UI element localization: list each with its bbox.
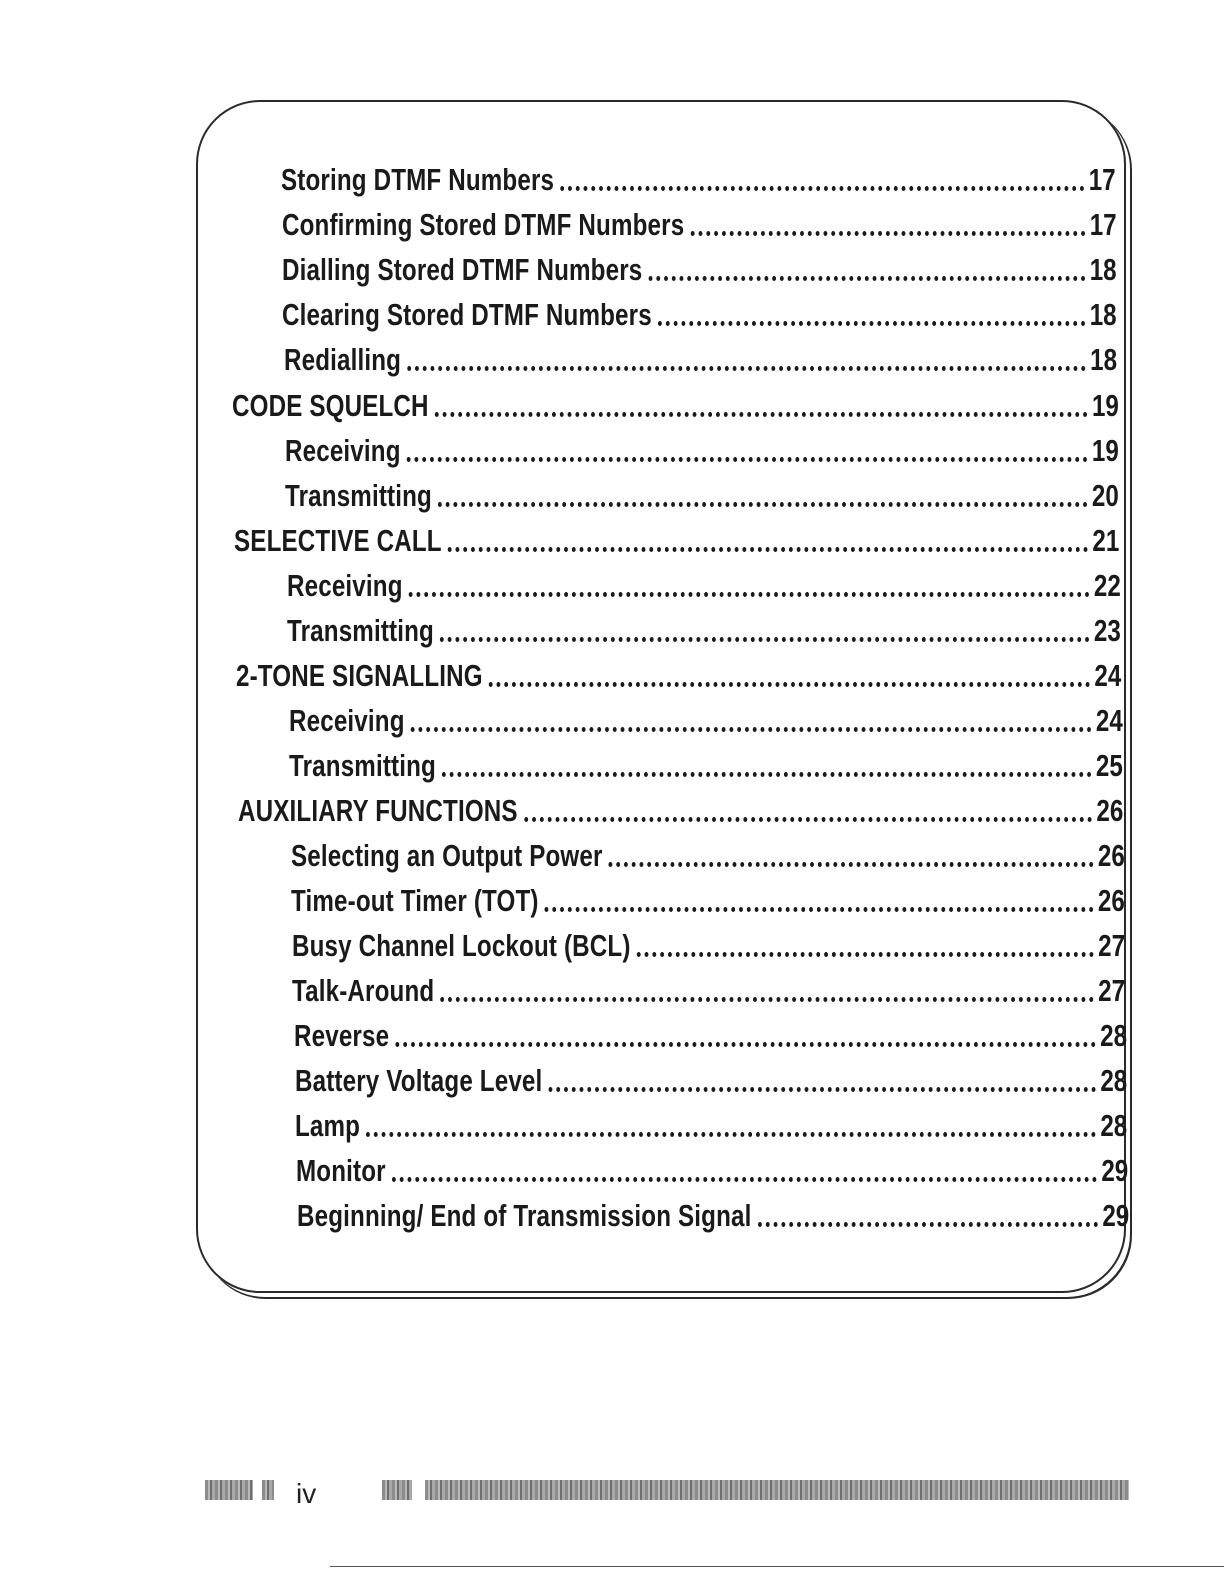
dot-leader (448, 547, 1088, 552)
dot-leader (407, 457, 1087, 462)
toc-entry-page: 27 (1098, 973, 1126, 1008)
toc-entry (285, 478, 1119, 514)
dot-leader (649, 276, 1085, 281)
toc-entry-title: Storing DTMF Numbers (281, 162, 555, 197)
footer-page-number: iv (296, 1478, 317, 1509)
toc-entry-page: 18 (1089, 252, 1117, 287)
dot-leader (637, 952, 1094, 957)
toc-entry (289, 703, 1123, 739)
toc-section-page: 19 (1091, 388, 1119, 423)
toc-entry-page: 23 (1093, 613, 1121, 648)
dot-leader (407, 366, 1085, 371)
toc-entry (296, 1153, 1128, 1189)
toc-entry-page: 20 (1091, 478, 1119, 513)
toc-entry-page: 25 (1095, 748, 1123, 783)
toc-entry (291, 838, 1125, 874)
bottom-rule (330, 1566, 1224, 1567)
toc-entry-title: Redialling (284, 342, 402, 377)
toc-section-page: 21 (1092, 523, 1120, 558)
toc-entry-title: Clearing Stored DTMF Numbers (282, 297, 652, 332)
toc-section (232, 388, 1119, 424)
toc-entry (287, 613, 1121, 649)
dot-leader (392, 1177, 1097, 1182)
toc-entry-title: Transmitting (287, 613, 434, 648)
toc-entry-page: 28 (1100, 1063, 1128, 1098)
dot-leader (438, 502, 1087, 507)
toc-entry-title: Beginning/ End of Transmission Signal (297, 1198, 752, 1233)
toc-entry-title: Receiving (289, 703, 405, 738)
dot-leader (658, 321, 1085, 326)
dot-leader (560, 186, 1084, 191)
toc-entry-page: 22 (1093, 568, 1121, 603)
footer-bar-left (205, 1480, 253, 1500)
toc-entry (292, 928, 1125, 964)
toc-section-title: AUXILIARY FUNCTIONS (238, 793, 518, 828)
toc-entry-page: 29 (1102, 1198, 1130, 1233)
toc-entry (294, 1018, 1127, 1054)
toc-entry (291, 883, 1125, 919)
dot-leader (442, 772, 1091, 777)
toc-section-title: SELECTIVE CALL (234, 523, 442, 558)
toc-entry-page: 26 (1097, 883, 1125, 918)
toc-entry-title: Monitor (296, 1153, 386, 1188)
dot-leader (549, 1087, 1096, 1092)
toc-entry-title: Receiving (287, 568, 403, 603)
toc-entry-page: 24 (1095, 703, 1123, 738)
toc-section (238, 793, 1123, 829)
toc-entry-title: Battery Voltage Level (295, 1063, 543, 1098)
dot-leader (395, 1042, 1095, 1047)
footer-bar-right-small (382, 1480, 412, 1500)
toc-entry (295, 1063, 1127, 1099)
toc-entry-page: 17 (1089, 207, 1117, 242)
dot-leader (440, 637, 1089, 642)
toc-entry-page: 17 (1088, 162, 1116, 197)
toc-section (236, 658, 1121, 694)
dot-leader (545, 907, 1093, 912)
toc-entry (295, 1108, 1127, 1144)
dot-leader (758, 1222, 1098, 1227)
toc-entry-title: Talk-Around (292, 973, 435, 1008)
toc-entry (282, 207, 1117, 243)
toc-entry (282, 297, 1117, 333)
toc-entry (289, 748, 1123, 784)
toc-entry (297, 1198, 1129, 1234)
dot-leader (524, 817, 1092, 822)
toc-entry (281, 162, 1116, 198)
footer-bar-left-small (262, 1480, 274, 1500)
toc-entry (285, 433, 1119, 469)
toc-entry (282, 252, 1117, 288)
dot-leader (409, 592, 1089, 597)
toc-section-page: 26 (1096, 793, 1124, 828)
toc-entry-page: 28 (1100, 1018, 1128, 1053)
toc-entry (292, 973, 1125, 1009)
dot-leader (435, 412, 1087, 417)
toc-entry-title: Time-out Timer (TOT) (291, 883, 539, 918)
toc-entry-title: Reverse (294, 1018, 390, 1053)
toc-entry-title: Selecting an Output Power (291, 838, 603, 873)
toc-entry-page: 28 (1100, 1108, 1128, 1143)
toc-section-title: 2-TONE SIGNALLING (236, 658, 483, 693)
dot-leader (411, 727, 1091, 732)
toc-entry-title: Transmitting (285, 478, 432, 513)
toc-entry-title: Receiving (285, 433, 401, 468)
toc-entry-page: 26 (1097, 838, 1125, 873)
toc-entry-page: 18 (1090, 342, 1118, 377)
toc-entry-title: Lamp (295, 1108, 361, 1143)
toc-entry-title: Transmitting (289, 748, 436, 783)
dot-leader (441, 997, 1094, 1002)
dot-leader (366, 1132, 1095, 1137)
toc-section-page: 24 (1094, 658, 1122, 693)
toc-entry-title: Busy Channel Lockout (BCL) (292, 928, 631, 963)
toc-section-title: CODE SQUELCH (232, 388, 429, 423)
dot-leader (691, 231, 1085, 236)
toc-entry-title: Dialling Stored DTMF Numbers (282, 252, 643, 287)
dot-leader (609, 862, 1093, 867)
toc-section (234, 523, 1119, 559)
toc-entry-page: 18 (1089, 297, 1117, 332)
toc-entry-page: 27 (1098, 928, 1126, 963)
toc-entry (284, 342, 1117, 378)
toc-entry-page: 19 (1091, 433, 1119, 468)
toc-entry (287, 568, 1121, 604)
toc-entry-title: Confirming Stored DTMF Numbers (282, 207, 685, 242)
toc-entry-page: 29 (1101, 1153, 1129, 1188)
footer-bar-right (425, 1480, 1129, 1500)
dot-leader (489, 682, 1090, 687)
